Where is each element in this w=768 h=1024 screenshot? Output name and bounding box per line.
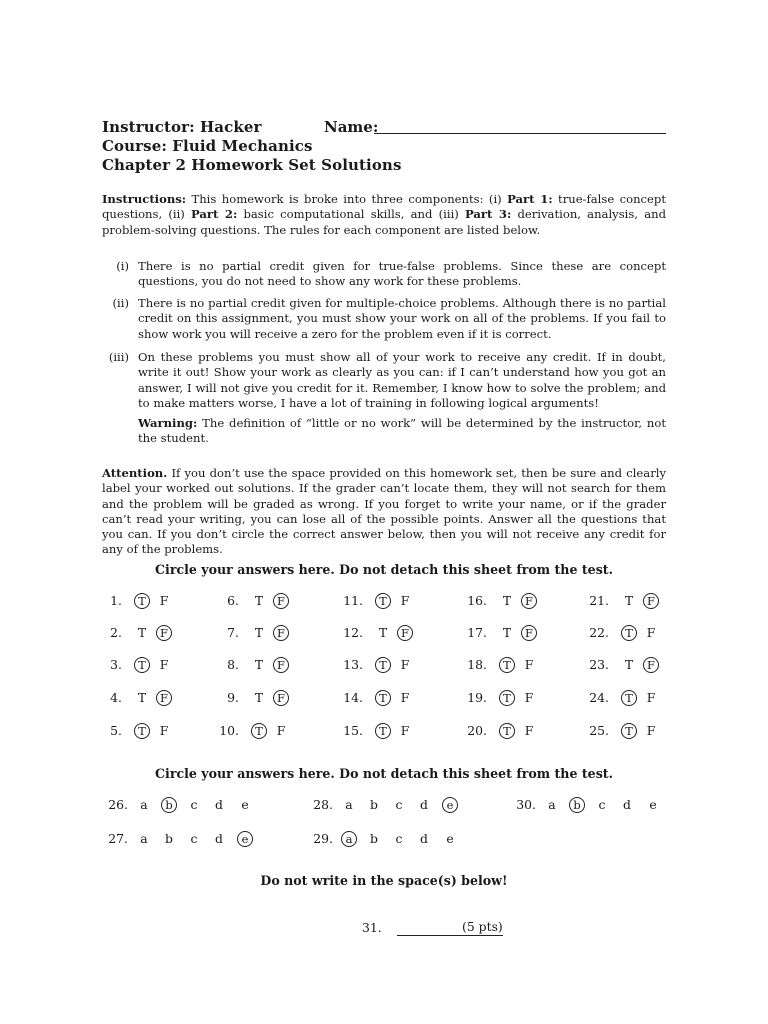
answer-option-f-circled[interactable]: F (273, 690, 289, 706)
page-title: Chapter 2 Homework Set Solutions (102, 156, 402, 174)
question-number: 25. (589, 723, 609, 738)
name-label: Name: (324, 118, 379, 136)
answer-option-a[interactable]: a (548, 797, 556, 812)
question-number: 1. (110, 593, 122, 608)
question-number: 21. (589, 593, 609, 608)
instructions-text-1: This homework is broke into three components: (i) (186, 192, 508, 206)
answer-option-t-circled[interactable]: T (375, 723, 391, 739)
answer-option-f[interactable]: F (524, 657, 534, 672)
question-number: 22. (589, 625, 609, 640)
answer-option-t[interactable]: T (378, 625, 388, 640)
answer-option-b-circled[interactable]: b (569, 797, 585, 813)
answer-option-t-circled[interactable]: T (375, 593, 391, 609)
question-number: 8. (227, 657, 239, 672)
answer-option-t-circled[interactable]: T (134, 593, 150, 609)
answer-option-a[interactable]: a (345, 797, 353, 812)
answer-option-a-circled[interactable]: a (341, 831, 357, 847)
question-31-points: (5 pts) (462, 919, 503, 934)
answer-option-b[interactable]: b (165, 831, 173, 846)
rule-number: (iii) (108, 350, 129, 364)
question-number: 6. (227, 593, 239, 608)
answer-option-e[interactable]: e (649, 797, 657, 812)
answer-option-f[interactable]: F (276, 723, 286, 738)
answer-option-f[interactable]: F (646, 625, 656, 640)
answer-option-t-circled[interactable]: T (621, 690, 637, 706)
answer-option-t-circled[interactable]: T (499, 690, 515, 706)
part2-label: Part 2: (191, 207, 238, 222)
answer-option-f[interactable]: F (159, 657, 169, 672)
answer-option-t-circled[interactable]: T (499, 723, 515, 739)
question-number: 16. (467, 593, 487, 608)
name-field-line[interactable] (374, 133, 666, 134)
question-number: 18. (467, 657, 487, 672)
answer-option-d[interactable]: d (623, 797, 631, 812)
question-number: 9. (227, 690, 239, 705)
answer-option-f[interactable]: F (646, 690, 656, 705)
attention-text: If you don’t use the space provided on this homework set, then be sure and clearly label your worked out solutions. If the grader can’t locate them, they will not search for them and the problem will be graded as wrong. If you forget to write your name, or if the grader can’t read your writing, you can lose all of the possible points. Answer all the questions that you can. If you don’t circle the correct answer below, then you will not receive any credit for any of the problems. (102, 466, 666, 557)
course-line: Course: Fluid Mechanics (102, 137, 313, 155)
question-number: 23. (589, 657, 609, 672)
answer-option-c[interactable]: c (395, 797, 403, 812)
question-number: 28. (313, 797, 333, 812)
answer-option-t-circled[interactable]: T (375, 657, 391, 673)
answer-option-c[interactable]: c (395, 831, 403, 846)
answer-option-t[interactable]: T (254, 690, 264, 705)
question-number: 2. (110, 625, 122, 640)
answer-option-f[interactable]: F (159, 723, 169, 738)
question-number: 30. (516, 797, 536, 812)
answer-option-t-circled[interactable]: T (134, 723, 150, 739)
answer-option-f-circled[interactable]: F (273, 625, 289, 641)
answer-option-f-circled[interactable]: F (273, 593, 289, 609)
part1-label: Part 1: (507, 192, 553, 206)
answer-option-t[interactable]: T (254, 657, 264, 672)
answer-option-f-circled[interactable]: F (643, 657, 659, 673)
question-number: 7. (227, 625, 239, 640)
rule-text: There is no partial credit given for multiple-choice problems. Although there is no partial credit on this assignment, you must show your work on all of the problems. If you fail to show work you will receive a zero for the problem even if it is correct. (138, 296, 666, 341)
question-number: 20. (467, 723, 487, 738)
rule-number: (i) (116, 259, 129, 273)
answer-option-t-circled[interactable]: T (375, 690, 391, 706)
answer-option-f[interactable]: F (400, 593, 410, 608)
answer-option-f-circled[interactable]: F (521, 625, 537, 641)
answer-option-a[interactable]: a (140, 797, 148, 812)
answer-option-t-circled[interactable]: T (134, 657, 150, 673)
instructor-line: Instructor: Hacker (102, 118, 262, 136)
answer-option-t-circled[interactable]: T (621, 723, 637, 739)
answer-option-f-circled[interactable]: F (643, 593, 659, 609)
question-number: 12. (343, 625, 363, 640)
answer-option-c[interactable]: c (598, 797, 606, 812)
answer-option-f-circled[interactable]: F (156, 625, 172, 641)
answer-option-t[interactable]: T (137, 625, 147, 640)
answer-option-f[interactable]: F (400, 723, 410, 738)
circle-answers-heading: Circle your answers here. Do not detach this sheet from the test. (155, 562, 613, 577)
answer-option-e[interactable]: e (241, 797, 249, 812)
answer-option-f-circled[interactable]: F (521, 593, 537, 609)
question-number: 14. (343, 690, 363, 705)
instructions-text-4: derivation, analysis, and problem-solving questions. The rules for each component are listed below. (102, 207, 666, 237)
answer-option-e-circled[interactable]: e (237, 831, 253, 847)
answer-option-f[interactable]: F (524, 690, 534, 705)
question-number: 13. (343, 657, 363, 672)
part3-label: Part 3: (465, 207, 512, 222)
question-number: 15. (343, 723, 363, 738)
answer-option-t[interactable]: T (624, 657, 634, 672)
instructions-text-3: basic computational skills, and (iii) (237, 207, 465, 222)
warning-label: Warning: (138, 416, 198, 430)
answer-option-f-circled[interactable]: F (397, 625, 413, 641)
answer-option-f[interactable]: F (524, 723, 534, 738)
answer-option-b[interactable]: b (370, 797, 378, 812)
answer-option-e[interactable]: e (446, 831, 454, 846)
question-number: 17. (467, 625, 487, 640)
answer-option-f[interactable]: F (159, 593, 169, 608)
answer-option-d[interactable]: d (215, 797, 223, 812)
no-write-heading: Do not write in the space(s) below! (260, 873, 508, 888)
answer-option-t[interactable]: T (502, 625, 512, 640)
rule-text: On these problems you must show all of your work to receive any credit. If in doubt, write it out! Show your work as clearly as you can: if I can’t understand how you got an answer, I will not give you credit for it. Remember, I know how to solve the problem; and to make matters worse, I have a lot of training in following logical arguments! (138, 350, 666, 410)
answer-option-b[interactable]: b (370, 831, 378, 846)
answer-option-d[interactable]: d (215, 831, 223, 846)
warning-text: The definition of “little or no work” will be determined by the instructor, not the student. (138, 416, 666, 446)
answer-option-t[interactable]: T (254, 593, 264, 608)
answer-option-d[interactable]: d (420, 831, 428, 846)
answer-option-a[interactable]: a (140, 831, 148, 846)
answer-option-t[interactable]: T (502, 593, 512, 608)
answer-option-e-circled[interactable]: e (442, 797, 458, 813)
question-number: 4. (110, 690, 122, 705)
answer-option-d[interactable]: d (420, 797, 428, 812)
question-number: 29. (313, 831, 333, 846)
question-31-score-line (397, 935, 503, 936)
question-number: 10. (219, 723, 239, 738)
answer-option-f[interactable]: F (646, 723, 656, 738)
answer-option-t-circled[interactable]: T (499, 657, 515, 673)
answer-option-f-circled[interactable]: F (156, 690, 172, 706)
warning-note (138, 416, 666, 447)
answer-option-t-circled[interactable]: T (621, 625, 637, 641)
instructions-paragraph (102, 192, 666, 238)
answer-option-t[interactable]: T (624, 593, 634, 608)
attention-label: Attention. (102, 466, 168, 480)
instructions-text-2: true-false concept questions, (ii) (102, 192, 666, 222)
answer-option-c[interactable]: c (190, 831, 198, 846)
rule-text: There is no partial credit given for true-false problems. Since these are concept questions, you do not need to show any work for these problems. (138, 259, 666, 289)
rule-number: (ii) (112, 296, 129, 310)
answer-option-b-circled[interactable]: b (161, 797, 177, 813)
answer-option-c[interactable]: c (190, 797, 198, 812)
circle-answers-heading: Circle your answers here. Do not detach this sheet from the test. (155, 766, 613, 781)
answer-option-t-circled[interactable]: T (251, 723, 267, 739)
instructions-label: Instructions: (102, 192, 187, 206)
answer-option-t[interactable]: T (254, 625, 264, 640)
question-number: 24. (589, 690, 609, 705)
question-number: 3. (110, 657, 122, 672)
answer-option-t[interactable]: T (137, 690, 147, 705)
question-31-number: 31. (362, 920, 382, 935)
attention-paragraph (102, 466, 666, 558)
answer-option-f[interactable]: F (400, 657, 410, 672)
answer-option-f[interactable]: F (400, 690, 410, 705)
question-number: 26. (108, 797, 128, 812)
answer-option-f-circled[interactable]: F (273, 657, 289, 673)
question-number: 5. (110, 723, 122, 738)
question-number: 27. (108, 831, 128, 846)
question-number: 11. (343, 593, 363, 608)
question-number: 19. (467, 690, 487, 705)
